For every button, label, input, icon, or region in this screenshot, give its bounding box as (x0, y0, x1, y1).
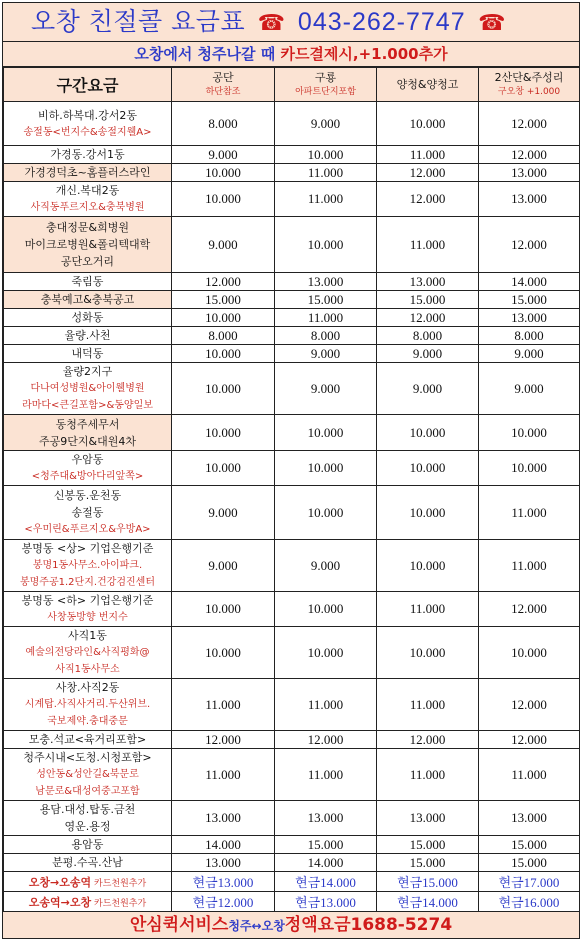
price-cell: 8.000 (172, 327, 275, 345)
table-row (4, 540, 580, 592)
area-cell (4, 540, 172, 592)
price-cell: 10.000 (377, 102, 479, 146)
area-name: 죽림동 (71, 275, 104, 288)
price-cell: 13.000 (479, 164, 580, 182)
table-row (4, 345, 580, 363)
price-cell: 15.000 (479, 854, 580, 872)
price-cell: 10.000 (479, 627, 580, 679)
price-cell: 10.000 (172, 627, 275, 679)
footer-company: 안심퀵서비스 (129, 915, 229, 935)
price-cell: 15.000 (377, 291, 479, 309)
area-name: 분평.수곡.산남 (52, 856, 123, 869)
price-cell: 11.000 (479, 486, 580, 540)
fare-table (3, 67, 580, 912)
area-detail: 마이크로병원&폴리텍대학 (24, 238, 151, 251)
area-detail: 성안동&성안길&북문로 (36, 769, 139, 780)
price-cell: 13.000 (275, 273, 377, 291)
footer-banner (3, 912, 579, 938)
cash-price-cell: 현금13.000 (172, 872, 275, 892)
column-header-gongdan (172, 68, 275, 102)
page-title (3, 3, 579, 42)
price-cell: 10.000 (172, 451, 275, 486)
price-cell: 12.000 (172, 731, 275, 749)
price-cell: 11.000 (377, 217, 479, 273)
fare-table-body (4, 102, 580, 912)
column-name: 구룡 (314, 71, 337, 84)
cash-price-cell: 현금15.000 (377, 872, 479, 892)
price-cell: 12.000 (377, 731, 479, 749)
price-cell: 10.000 (275, 451, 377, 486)
footer-route: 청주↔오창 (228, 919, 285, 933)
column-note: 하단참조 (205, 87, 241, 97)
area-cell (4, 836, 172, 854)
area-name: 모충.석교<육거리포함> (28, 733, 147, 746)
route-note: 카드천원추가 (91, 898, 147, 909)
price-cell: 9.000 (275, 345, 377, 363)
price-cell: 9.000 (377, 345, 479, 363)
notice-part1: 오창에서 청주나갈 때 (134, 45, 276, 63)
area-name: 성화동 (71, 311, 104, 324)
price-cell: 15.000 (275, 836, 377, 854)
area-cell (4, 327, 172, 345)
area-detail: 사창동방향 번지수 (47, 612, 128, 623)
price-cell: 15.000 (275, 291, 377, 309)
price-cell: 9.000 (479, 363, 580, 415)
price-cell: 10.000 (172, 164, 275, 182)
price-cell: 9.000 (275, 363, 377, 415)
area-detail: 송절동 (71, 506, 104, 519)
area-cell (4, 146, 172, 164)
price-cell: 10.000 (275, 415, 377, 451)
area-cell (4, 415, 172, 451)
price-cell: 12.000 (275, 731, 377, 749)
table-header-row (4, 68, 580, 102)
area-cell (4, 102, 172, 146)
card-surcharge-notice (3, 42, 579, 67)
area-name: 동청주세무서 (55, 417, 120, 431)
price-cell: 10.000 (377, 451, 479, 486)
area-name: 가경경덕초~홈플러스라인 (24, 166, 151, 179)
price-cell: 12.000 (377, 309, 479, 327)
area-cell (4, 679, 172, 731)
table-row (4, 836, 580, 854)
area-name: 용담.대성.탑동.금천 (39, 803, 136, 816)
area-detail: 봉명주공1.2단지.건강검진센터 (19, 577, 155, 588)
price-cell: 15.000 (172, 291, 275, 309)
table-row (4, 451, 580, 486)
area-cell (4, 486, 172, 540)
price-cell: 10.000 (275, 217, 377, 273)
footer-phone[interactable]: 정액요금1688-5274 (284, 915, 453, 935)
area-detail: 공단오거리 (60, 255, 115, 268)
price-cell: 12.000 (479, 679, 580, 731)
area-detail: 다나여성병원&아이웰병원 (30, 383, 145, 394)
area-cell (4, 273, 172, 291)
area-cell (4, 363, 172, 415)
phone-number[interactable]: 043-262-7747 (297, 8, 466, 36)
area-detail: 봉명1동사무소.아이파크. (32, 560, 143, 571)
area-name: 율량.사천 (64, 329, 111, 342)
cash-price-cell: 현금14.000 (275, 872, 377, 892)
table-row (4, 749, 580, 801)
price-cell: 10.000 (172, 415, 275, 451)
area-cell (4, 592, 172, 627)
area-cell (4, 451, 172, 486)
price-cell: 14.000 (275, 854, 377, 872)
column-note: 아파트단지포함 (295, 87, 356, 97)
route-cell (4, 872, 172, 892)
price-cell: 8.000 (479, 327, 580, 345)
price-cell: 12.000 (479, 592, 580, 627)
area-detail: 시계탑.사직사거리.두산위브. (24, 699, 151, 710)
price-cell: 9.000 (377, 363, 479, 415)
area-name: 청주시내<도청.시청포함> (23, 751, 152, 764)
area-name: 충대정문&희병원 (46, 221, 129, 234)
price-cell: 12.000 (172, 273, 275, 291)
area-cell (4, 291, 172, 309)
route-note: 카드천원추가 (91, 878, 147, 889)
price-cell: 13.000 (172, 801, 275, 836)
phone-icon: ☎ (257, 11, 286, 36)
price-cell: 15.000 (479, 291, 580, 309)
table-row-station (4, 872, 580, 892)
area-name: 신봉동.운천동 (53, 489, 122, 502)
table-row (4, 592, 580, 627)
fare-sheet (2, 2, 580, 939)
cash-price-cell: 현금17.000 (479, 872, 580, 892)
price-cell: 9.000 (172, 217, 275, 273)
area-cell (4, 345, 172, 363)
price-cell: 12.000 (479, 217, 580, 273)
area-name: 율량2지구 (62, 365, 113, 378)
cash-price-cell: 현금12.000 (172, 892, 275, 912)
table-row (4, 363, 580, 415)
price-cell: 10.000 (275, 592, 377, 627)
price-cell: 8.000 (275, 327, 377, 345)
area-cell (4, 309, 172, 327)
price-cell: 10.000 (275, 146, 377, 164)
table-row (4, 801, 580, 836)
price-cell: 13.000 (479, 801, 580, 836)
price-cell: 10.000 (172, 345, 275, 363)
table-row (4, 327, 580, 345)
price-cell: 11.000 (377, 592, 479, 627)
area-name: 가경동.강서1동 (50, 148, 125, 161)
price-cell: 13.000 (377, 273, 479, 291)
price-cell: 10.000 (172, 363, 275, 415)
column-name: 공단 (212, 71, 234, 84)
table-row (4, 164, 580, 182)
price-cell: 9.000 (172, 486, 275, 540)
area-cell (4, 801, 172, 836)
price-cell: 13.000 (275, 801, 377, 836)
area-name: 충북예고&충북공고 (40, 293, 135, 306)
price-cell: 13.000 (479, 309, 580, 327)
price-cell: 12.000 (377, 182, 479, 217)
area-name: 봉명동 <하> 기업은행기준 (21, 594, 154, 607)
area-detail: <우미린&푸르지오&우방A> (24, 524, 151, 535)
table-row (4, 182, 580, 217)
area-cell (4, 164, 172, 182)
price-cell: 11.000 (275, 749, 377, 801)
price-cell: 11.000 (479, 540, 580, 592)
price-cell: 10.000 (479, 451, 580, 486)
table-row-station (4, 892, 580, 912)
area-cell (4, 854, 172, 872)
area-cell (4, 749, 172, 801)
price-cell: 10.000 (275, 486, 377, 540)
price-cell: 15.000 (479, 836, 580, 854)
table-row (4, 679, 580, 731)
table-row (4, 309, 580, 327)
route-cell (4, 892, 172, 912)
table-row (4, 273, 580, 291)
price-cell: 10.000 (275, 627, 377, 679)
area-name: 우암동 (71, 453, 104, 466)
price-cell: 10.000 (172, 592, 275, 627)
price-cell: 9.000 (275, 540, 377, 592)
table-row (4, 854, 580, 872)
cash-price-cell: 현금13.000 (275, 892, 377, 912)
area-name: 사창.사직2동 (55, 681, 120, 694)
price-cell: 13.000 (377, 801, 479, 836)
price-cell: 12.000 (479, 102, 580, 146)
route-name: 오송역→오창 (28, 895, 92, 909)
price-cell: 11.000 (275, 309, 377, 327)
price-cell: 12.000 (479, 731, 580, 749)
price-cell: 11.000 (479, 749, 580, 801)
price-cell: 13.000 (479, 182, 580, 217)
price-cell: 11.000 (377, 679, 479, 731)
column-name: 2산단&주성리 (494, 71, 564, 84)
area-detail: 사직동푸르지오&충북병원 (30, 202, 145, 213)
area-name: 비하.하복대.강서2동 (38, 108, 137, 122)
area-cell (4, 217, 172, 273)
price-cell: 10.000 (377, 415, 479, 451)
table-row (4, 486, 580, 540)
price-cell: 10.000 (377, 540, 479, 592)
table-row (4, 731, 580, 749)
price-cell: 14.000 (479, 273, 580, 291)
price-cell: 8.000 (377, 327, 479, 345)
column-header-yangcheong (377, 68, 479, 102)
notice-part2: 카드결제시,+1.000추가 (275, 45, 448, 63)
column-header-2sandan (479, 68, 580, 102)
price-cell: 11.000 (275, 182, 377, 217)
area-detail: 남문로&대성여중고포함 (35, 786, 140, 797)
price-cell: 10.000 (377, 627, 479, 679)
title-text: 오창 친절콜 요금표 (31, 7, 246, 36)
price-cell: 11.000 (172, 679, 275, 731)
price-cell: 11.000 (172, 749, 275, 801)
price-cell: 12.000 (479, 146, 580, 164)
price-cell: 11.000 (377, 146, 479, 164)
column-name: 양청&양청고 (396, 78, 459, 91)
price-cell: 9.000 (479, 345, 580, 363)
table-row (4, 102, 580, 146)
price-cell: 9.000 (275, 102, 377, 146)
area-detail: 국보제약.충대중문 (47, 716, 128, 727)
table-row (4, 627, 580, 679)
area-cell (4, 182, 172, 217)
area-detail: 예술의전당라인&사직평화@ (25, 647, 150, 658)
price-cell: 11.000 (275, 164, 377, 182)
price-cell: 8.000 (172, 102, 275, 146)
area-detail: <청주대&방아다리앞쪽> (31, 471, 144, 482)
cash-price-cell: 현금16.000 (479, 892, 580, 912)
price-cell: 9.000 (172, 540, 275, 592)
area-detail: 주공9단지&대원4차 (39, 434, 136, 448)
phone-icon-right: ☎ (478, 11, 506, 36)
route-name: 오창→오송역 (28, 875, 92, 889)
price-cell: 12.000 (377, 164, 479, 182)
price-cell: 10.000 (172, 309, 275, 327)
area-name: 봉명동 <상> 기업은행기준 (21, 542, 154, 555)
price-cell: 13.000 (172, 854, 275, 872)
table-row (4, 291, 580, 309)
column-header-guryong (275, 68, 377, 102)
price-cell: 10.000 (172, 182, 275, 217)
table-row (4, 146, 580, 164)
table-row (4, 217, 580, 273)
price-cell: 10.000 (479, 415, 580, 451)
area-name: 용암동 (71, 838, 104, 851)
area-name: 개신.복대2동 (55, 184, 120, 197)
price-cell: 14.000 (172, 836, 275, 854)
price-cell: 11.000 (275, 679, 377, 731)
area-name: 내덕동 (71, 347, 104, 360)
column-note: 구오창 +1.000 (497, 87, 561, 97)
area-cell (4, 731, 172, 749)
area-name: 사직1동 (68, 629, 107, 642)
cash-price-cell: 현금14.000 (377, 892, 479, 912)
area-detail: 사직1동사무소 (55, 664, 120, 675)
area-detail: 영운.용정 (64, 820, 111, 833)
area-detail: 송절동<번지수&송절지웰A> (23, 126, 152, 138)
column-header-zone: 구간요금 (4, 68, 172, 102)
price-cell: 15.000 (377, 836, 479, 854)
price-cell: 9.000 (172, 146, 275, 164)
area-cell (4, 627, 172, 679)
price-cell: 15.000 (377, 854, 479, 872)
price-cell: 11.000 (377, 749, 479, 801)
table-row (4, 415, 580, 451)
area-detail: 라마다<큰길포함>&동양일보 (22, 400, 153, 411)
price-cell: 10.000 (377, 486, 479, 540)
